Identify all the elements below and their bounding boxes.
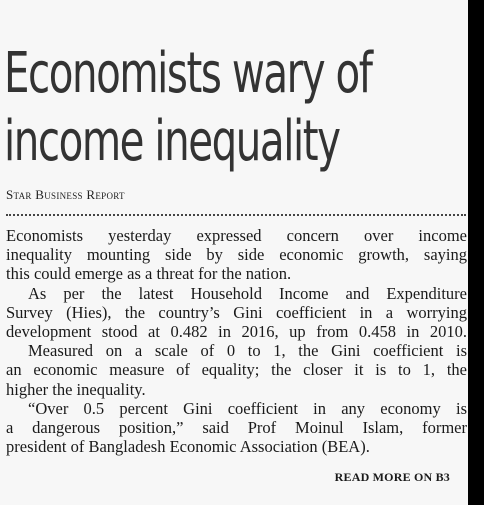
- read-more-link[interactable]: READ MORE ON B3: [334, 470, 450, 484]
- body-line: an economic measure of equality; the closer it is to 1, the: [6, 360, 467, 380]
- body-line: this could emerge as a threat for the nation.: [6, 264, 292, 284]
- body-line: As per the latest Household Income and Expenditure: [28, 283, 467, 303]
- page-edge-bar: [468, 0, 484, 505]
- paragraph-1: [6, 226, 467, 284]
- body-line: inequality mounting side by side economic growth, saying: [6, 245, 467, 265]
- dotted-divider: [6, 214, 466, 216]
- body-line: higher the inequality.: [6, 379, 146, 399]
- paragraph-4: [6, 399, 467, 457]
- body-line: president of Bangladesh Economic Association (BEA).: [6, 437, 370, 457]
- headline-line-2: income inequality: [4, 109, 340, 174]
- body-line: Measured on a scale of 0 to 1, the Gini coefficient is: [28, 341, 467, 361]
- article-body: [6, 226, 467, 456]
- body-line: development stood at 0.482 in 2016, up from 0.458 in 2010.: [6, 322, 467, 342]
- body-line: a dangerous position,” said Prof Moinul Islam, former: [6, 418, 467, 438]
- paragraph-3: [6, 341, 467, 399]
- body-line: Economists yesterday expressed concern over income: [6, 226, 467, 245]
- body-line: Survey (Hies), the country’s Gini coefficient in a worrying: [6, 302, 467, 322]
- paragraph-2: [6, 284, 467, 342]
- body-line: “Over 0.5 percent Gini coefficient in any economy is: [28, 398, 467, 418]
- byline: Star Business Report: [6, 187, 125, 202]
- headline-line-1: Economists wary of: [4, 41, 372, 106]
- headline: [4, 40, 372, 176]
